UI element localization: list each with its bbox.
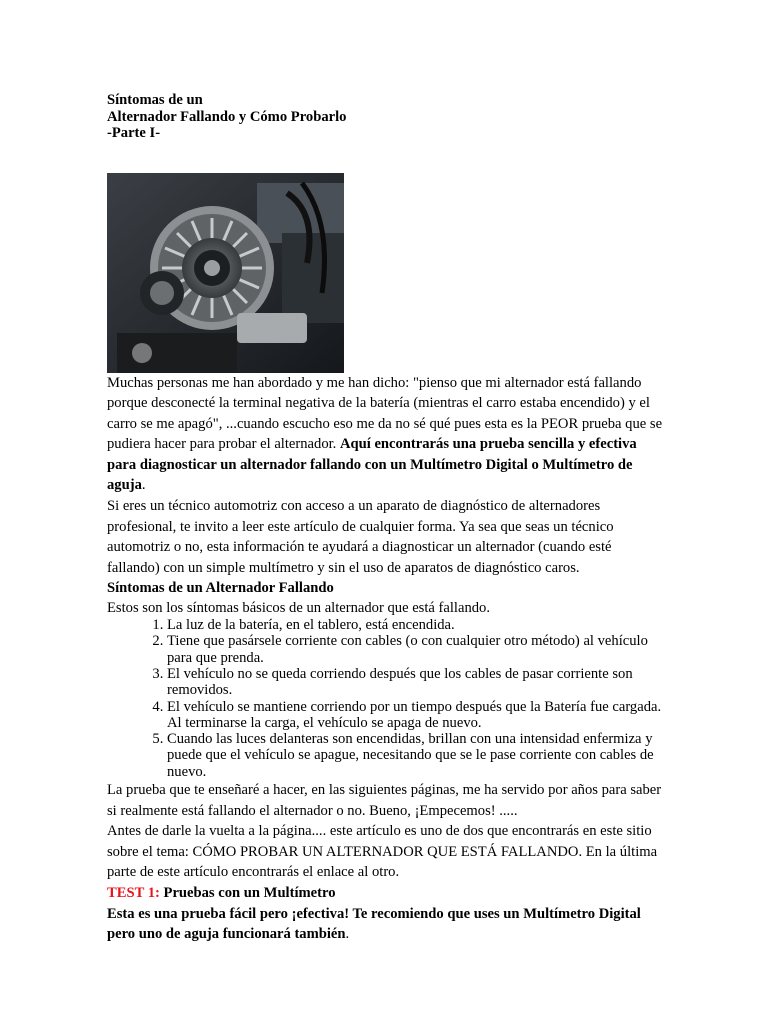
- test1-title: Pruebas con un Multímetro: [159, 884, 336, 901]
- list-item: 5. Cuando las luces delanteras son encendidas, brillan con una intensidad enfermiza y puede que el vehículo se apague, necesitando que se le pase corriente con cables de nuevo.: [167, 731, 663, 780]
- title-line-3: -Parte I-: [107, 125, 161, 141]
- alternator-photo: [107, 173, 344, 373]
- paragraph-intro: [107, 373, 663, 497]
- test1-heading: [107, 883, 663, 904]
- document-page: [107, 92, 663, 945]
- title-line-1: Síntomas de un: [107, 92, 203, 108]
- document-title: [107, 92, 663, 142]
- paragraph-intro-bold: Aquí encontrarás una prueba sencilla y efectiva para diagnosticar un alternador fallando con un Multímetro Digital o Multímetro de aguja: [107, 436, 637, 494]
- list-item: 2. Tiene que pasársele corriente con cables (o con cualquier otro método) al vehículo para que prenda.: [167, 633, 663, 666]
- title-line-2: Alternador Fallando y Cómo Probarlo: [107, 108, 347, 125]
- list-item: 3. El vehículo no se queda corriendo después que los cables de pasar corriente son removidos.: [167, 666, 663, 699]
- paragraph-intro-text: Muchas personas me han abordado y me han dicho: "pienso que mi alternador está fallando porque desconecté la terminal negativa de la batería (mientras el carro estaba encendido) y el carro se me apagó", ...cuando escucho eso me da no sé qué pues esta es la PEOR prueba que se pudiera hacer para probar el alternador.: [107, 374, 663, 453]
- list-item: 1. La luz de la batería, en el tablero, está encendida.: [167, 617, 663, 633]
- symptoms-intro: Estos son los síntomas básicos de un alternador que está fallando.: [107, 600, 491, 617]
- paragraph-multimeter-bold: Esta es una prueba fácil pero ¡efectiva! Te recomiendo que uses un Multímetro Digital pero uno de aguja funcionará también: [107, 905, 641, 943]
- paragraph-test-intro: La prueba que te enseñaré a hacer, en las siguientes páginas, me ha servido por años para saber si realmente está fallando el alternador o no. Bueno, ¡Empecemos! .....: [107, 782, 662, 819]
- paragraph-multimeter-end: .: [345, 926, 350, 943]
- paragraph-technician: Si eres un técnico automotriz con acceso a un aparato de diagnóstico de alternadores profesional, te invito a leer este artículo de cualquier forma. Ya sea que seas un técnico automotriz o no, esta información te ayudará a diagnosticar un alternador (cuando esté fallando) con un simple multímetro y sin el uso de aparatos de diagnóstico caros.: [107, 498, 614, 576]
- symptoms-list: [107, 617, 663, 780]
- test1-label: TEST 1:: [107, 884, 160, 901]
- symptoms-heading: Síntomas de un Alternador Fallando: [107, 580, 334, 597]
- paragraph-two-articles: Antes de darle la vuelta a la página.... este artículo es uno de dos que encontrarás en este sitio sobre el tema: CÓMO PROBAR UN ALTERNADOR QUE ESTÁ FALLANDO. En la última parte de este artículo encontrarás el enlace al otro.: [107, 823, 658, 881]
- paragraph-multimeter: [107, 904, 663, 945]
- list-item: 4. El vehículo se mantiene corriendo por un tiempo después que la Batería fue cargada. Al terminarse la carga, el vehículo se apaga de nuevo.: [167, 699, 663, 732]
- paragraph-intro-end: .: [141, 477, 146, 494]
